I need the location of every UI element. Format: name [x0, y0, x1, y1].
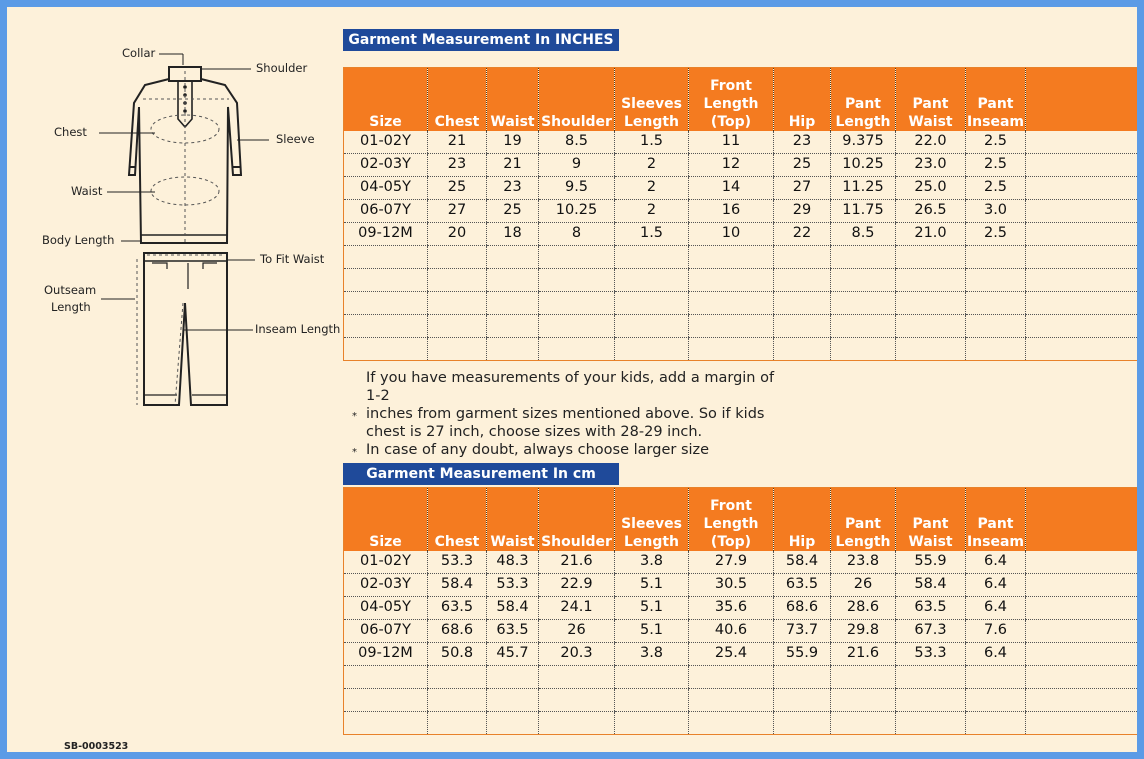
table-cell [1026, 153, 1144, 176]
table-cell: 18 [487, 222, 539, 245]
table-cell: 68.6 [428, 619, 487, 642]
table-cell: 25 [774, 153, 831, 176]
inches-header-text: Front [710, 77, 752, 94]
table-cell [487, 711, 539, 734]
table-cell: 2.5 [966, 176, 1026, 199]
label-chest: Chest [54, 125, 87, 139]
table-cell [344, 337, 428, 360]
table-cell [1026, 551, 1144, 574]
table-cell: 3.8 [615, 551, 689, 574]
table-cell [774, 711, 831, 734]
table-cell [689, 337, 774, 360]
table-cell [774, 337, 831, 360]
table-cell: 2.5 [966, 222, 1026, 245]
table-cell: 1.5 [615, 222, 689, 245]
table-cell [966, 268, 1026, 291]
table-cell [831, 245, 896, 268]
inches-header-text: Length [623, 113, 680, 130]
table-cell: 73.7 [774, 619, 831, 642]
cm-title-banner: Garment Measurement In cm [343, 463, 619, 485]
table-cell: 27.9 [689, 551, 774, 574]
inches-header-blank [1026, 68, 1144, 131]
table-cell [896, 337, 966, 360]
table-cell [966, 245, 1026, 268]
inches-header-row [344, 68, 1144, 131]
table-row [344, 688, 1144, 711]
table-cell [344, 688, 428, 711]
table-cell: 25.4 [689, 642, 774, 665]
table-cell: 40.6 [689, 619, 774, 642]
table-cell: 01-02Y [344, 131, 428, 154]
table-cell [831, 291, 896, 314]
table-cell: 09-12M [344, 642, 428, 665]
table-cell [487, 665, 539, 688]
table-cell [428, 337, 487, 360]
table-row [344, 131, 1144, 154]
table-cell [966, 337, 1026, 360]
table-cell: 29.8 [831, 619, 896, 642]
cm-header-text: (Top) [710, 533, 752, 550]
table-cell [615, 268, 689, 291]
table-cell: 1.5 [615, 131, 689, 154]
table-cell: 28.6 [831, 596, 896, 619]
table-cell [1026, 245, 1144, 268]
cm-header-text: Waist [908, 533, 953, 550]
cm-header-cell [539, 488, 615, 551]
table-cell [428, 268, 487, 291]
table-cell: 9 [539, 153, 615, 176]
table-cell [966, 688, 1026, 711]
inches-header-text: Pant [912, 95, 949, 112]
table-cell: 22.9 [539, 573, 615, 596]
table-cell: 20 [428, 222, 487, 245]
table-cell: 19 [487, 131, 539, 154]
table-cell [344, 665, 428, 688]
cm-header-cell [966, 488, 1026, 551]
inches-header-text: Hip [788, 113, 816, 130]
table-cell [539, 245, 615, 268]
table-cell: 6.4 [966, 551, 1026, 574]
table-cell [896, 245, 966, 268]
table-cell: 53.3 [487, 573, 539, 596]
table-cell [487, 688, 539, 711]
table-row [344, 337, 1144, 360]
table-row [344, 245, 1144, 268]
table-cell: 23.0 [896, 153, 966, 176]
inches-header-text: Pant [977, 95, 1014, 112]
inches-header-text: Pant [845, 95, 881, 112]
table-cell [896, 291, 966, 314]
note-line: inches from garment sizes mentioned above. So if kids [366, 406, 765, 422]
table-row [344, 291, 1144, 314]
cm-header-blank [1026, 488, 1144, 551]
cm-header-text: Length [703, 515, 759, 532]
table-cell [428, 711, 487, 734]
table-cell: 21 [428, 131, 487, 154]
cm-header-cell [774, 488, 831, 551]
cm-header-text: Pant [912, 515, 949, 532]
cm-header-text: Sleeves [621, 515, 682, 532]
table-cell [689, 314, 774, 337]
table-cell [831, 711, 896, 734]
table-cell [689, 245, 774, 268]
table-cell: 67.3 [896, 619, 966, 642]
table-cell [831, 314, 896, 337]
cm-header-cell [487, 488, 539, 551]
table-cell: 9.5 [539, 176, 615, 199]
table-cell [615, 665, 689, 688]
inches-header-text: Shoulder [541, 113, 612, 130]
table-cell [966, 665, 1026, 688]
inches-title-banner: Garment Measurement In INCHES [343, 29, 619, 51]
table-cell: 45.7 [487, 642, 539, 665]
table-cell [428, 291, 487, 314]
table-cell: 11.75 [831, 199, 896, 222]
table-cell: 55.9 [774, 642, 831, 665]
table-cell: 25 [487, 199, 539, 222]
label-body-length: Body Length [42, 233, 115, 247]
note-line: If you have measurements of your kids, add a margin of 1-2 [366, 370, 775, 404]
table-cell: 11 [689, 131, 774, 154]
table-cell [689, 688, 774, 711]
table-cell [689, 268, 774, 291]
table-cell: 5.1 [615, 573, 689, 596]
product-code: SB-0003523 [64, 741, 129, 752]
table-cell [539, 688, 615, 711]
table-cell [1026, 176, 1144, 199]
cm-header-text: Front [710, 497, 752, 514]
label-to-fit-waist: To Fit Waist [260, 252, 325, 266]
inches-header-cell [344, 68, 428, 131]
table-row [344, 153, 1144, 176]
table-cell: 21.6 [539, 551, 615, 574]
table-cell [689, 711, 774, 734]
cm-header-row [344, 488, 1144, 551]
table-cell [487, 314, 539, 337]
table-cell [1026, 222, 1144, 245]
inches-header-cell [689, 68, 774, 131]
table-cell [344, 291, 428, 314]
table-cell: 22.0 [896, 131, 966, 154]
table-cell [689, 291, 774, 314]
table-cell: 10.25 [539, 199, 615, 222]
note-doubt-text: In case of any doubt, always choose larger size [366, 442, 710, 458]
table-cell: 48.3 [487, 551, 539, 574]
table-cell: 58.4 [774, 551, 831, 574]
inches-header-cell [774, 68, 831, 131]
label-shoulder: Shoulder [256, 61, 308, 75]
inches-header-text: Waist [908, 113, 953, 130]
table-cell: 22 [774, 222, 831, 245]
table-cell [896, 711, 966, 734]
cm-header-text: Hip [788, 533, 816, 550]
inches-header-text: Chest [434, 113, 480, 130]
cm-header-text: Length [835, 533, 891, 550]
table-cell [831, 688, 896, 711]
table-cell: 21 [487, 153, 539, 176]
table-cell: 35.6 [689, 596, 774, 619]
cm-header-cell [689, 488, 774, 551]
table-cell [428, 665, 487, 688]
table-cell [487, 291, 539, 314]
inches-header-cell [615, 68, 689, 131]
table-cell: 23 [774, 131, 831, 154]
table-cell: 21.0 [896, 222, 966, 245]
table-cell: 14 [689, 176, 774, 199]
table-cell: 11.25 [831, 176, 896, 199]
table-cell [1026, 711, 1144, 734]
note-bullet: * [352, 447, 357, 458]
table-cell: 63.5 [774, 573, 831, 596]
table-cell: 7.6 [966, 619, 1026, 642]
table-cell: 10.25 [831, 153, 896, 176]
table-cell [428, 245, 487, 268]
table-cell [774, 268, 831, 291]
table-cell: 63.5 [428, 596, 487, 619]
table-cell [1026, 314, 1144, 337]
table-row [344, 199, 1144, 222]
table-cell [896, 665, 966, 688]
table-cell [1026, 665, 1144, 688]
table-cell [966, 291, 1026, 314]
table-cell: 26.5 [896, 199, 966, 222]
inches-header-text: Length [835, 113, 891, 130]
table-cell [539, 314, 615, 337]
inches-table-body [344, 131, 1144, 361]
table-cell [1026, 131, 1144, 154]
table-cell [615, 337, 689, 360]
table-row [344, 596, 1144, 619]
table-cell: 58.4 [428, 573, 487, 596]
table-cell: 02-03Y [344, 573, 428, 596]
label-inseam-length: Inseam Length [255, 322, 341, 336]
table-row [344, 711, 1144, 734]
table-cell [774, 665, 831, 688]
table-cell: 8.5 [831, 222, 896, 245]
table-cell: 6.4 [966, 596, 1026, 619]
cm-header-text: Inseam [966, 533, 1025, 550]
table-cell: 53.3 [428, 551, 487, 574]
table-cell: 16 [689, 199, 774, 222]
table-cell: 25.0 [896, 176, 966, 199]
table-cell: 2 [615, 176, 689, 199]
table-cell: 04-05Y [344, 176, 428, 199]
table-cell: 27 [774, 176, 831, 199]
table-cell: 2 [615, 199, 689, 222]
table-cell [615, 314, 689, 337]
cm-header-cell [896, 488, 966, 551]
table-cell [344, 314, 428, 337]
table-row [344, 176, 1144, 199]
table-cell: 26 [539, 619, 615, 642]
table-cell: 02-03Y [344, 153, 428, 176]
kurta-pajama-illustration [7, 7, 352, 759]
table-cell [487, 245, 539, 268]
table-cell [428, 688, 487, 711]
table-cell: 06-07Y [344, 199, 428, 222]
table-cell: 09-12M [344, 222, 428, 245]
table-cell: 01-02Y [344, 551, 428, 574]
cm-header-text: Size [369, 533, 402, 550]
garment-diagram [7, 7, 352, 759]
table-cell [344, 245, 428, 268]
table-cell: 63.5 [896, 596, 966, 619]
table-cell: 23 [487, 176, 539, 199]
table-cell [896, 268, 966, 291]
table-cell [615, 291, 689, 314]
table-cell [831, 665, 896, 688]
table-cell: 12 [689, 153, 774, 176]
table-row [344, 573, 1144, 596]
table-cell: 21.6 [831, 642, 896, 665]
cm-header-cell [428, 488, 487, 551]
table-row [344, 268, 1144, 291]
table-cell [539, 268, 615, 291]
inches-header-text: Sleeves [621, 95, 682, 112]
table-cell [774, 688, 831, 711]
table-cell [615, 711, 689, 734]
table-cell [344, 268, 428, 291]
table-cell: 9.375 [831, 131, 896, 154]
inches-header-text: Length [703, 95, 759, 112]
table-cell [539, 291, 615, 314]
table-cell [1026, 291, 1144, 314]
inches-header-cell [539, 68, 615, 131]
table-cell: 63.5 [487, 619, 539, 642]
table-cell: 5.1 [615, 596, 689, 619]
table-row [344, 551, 1144, 574]
table-cell: 6.4 [966, 573, 1026, 596]
table-cell: 06-07Y [344, 619, 428, 642]
table-cell [615, 688, 689, 711]
table-cell [774, 291, 831, 314]
inches-header-text: (Top) [710, 113, 752, 130]
inches-header-text: Waist [490, 113, 535, 130]
table-cell [487, 337, 539, 360]
table-cell: 29 [774, 199, 831, 222]
table-cell: 53.3 [896, 642, 966, 665]
cm-header-text: Length [623, 533, 680, 550]
table-cell [1026, 337, 1144, 360]
table-cell [539, 665, 615, 688]
table-cell: 6.4 [966, 642, 1026, 665]
table-cell [615, 245, 689, 268]
label-outseam-length: Length [51, 300, 91, 314]
table-cell: 5.1 [615, 619, 689, 642]
table-cell: 23.8 [831, 551, 896, 574]
note-line: chest is 27 inch, choose sizes with 28-29 inch. [366, 424, 703, 440]
cm-measurement-table [343, 487, 1144, 735]
table-cell [689, 665, 774, 688]
table-cell [1026, 642, 1144, 665]
table-cell [831, 337, 896, 360]
table-cell [774, 245, 831, 268]
cm-header-cell [344, 488, 428, 551]
inches-header-cell [896, 68, 966, 131]
inches-header-cell [428, 68, 487, 131]
table-cell [1026, 268, 1144, 291]
table-cell: 2.5 [966, 131, 1026, 154]
label-sleeve: Sleeve [276, 132, 315, 146]
table-cell [428, 314, 487, 337]
inches-header-cell [487, 68, 539, 131]
table-cell: 2 [615, 153, 689, 176]
inches-header-cell [831, 68, 896, 131]
inches-header-text: Size [369, 113, 402, 130]
table-cell: 58.4 [896, 573, 966, 596]
cm-header-text: Pant [845, 515, 881, 532]
table-cell: 26 [831, 573, 896, 596]
table-cell [1026, 573, 1144, 596]
table-row [344, 222, 1144, 245]
table-row [344, 314, 1144, 337]
table-cell [896, 314, 966, 337]
table-cell [966, 314, 1026, 337]
table-cell [1026, 199, 1144, 222]
cm-header-cell [615, 488, 689, 551]
table-cell [539, 711, 615, 734]
table-cell: 30.5 [689, 573, 774, 596]
table-cell [831, 268, 896, 291]
label-waist: Waist [71, 184, 103, 198]
table-cell [1026, 688, 1144, 711]
table-cell: 55.9 [896, 551, 966, 574]
label-outseam: Outseam [44, 283, 97, 297]
inches-header-text: Inseam [966, 113, 1025, 130]
table-cell [539, 337, 615, 360]
table-cell [966, 711, 1026, 734]
table-cell: 04-05Y [344, 596, 428, 619]
table-cell [344, 711, 428, 734]
table-cell [896, 688, 966, 711]
table-cell: 58.4 [487, 596, 539, 619]
table-row [344, 665, 1144, 688]
table-cell: 27 [428, 199, 487, 222]
table-cell: 25 [428, 176, 487, 199]
inches-measurement-table [343, 67, 1144, 361]
table-cell: 23 [428, 153, 487, 176]
table-cell: 20.3 [539, 642, 615, 665]
inches-header-cell [966, 68, 1026, 131]
note-bullet: * [352, 411, 357, 422]
cm-header-text: Chest [434, 533, 480, 550]
table-cell [1026, 619, 1144, 642]
label-collar: Collar [122, 46, 156, 60]
table-row [344, 642, 1144, 665]
table-cell: 10 [689, 222, 774, 245]
cm-header-cell [831, 488, 896, 551]
cm-header-text: Waist [490, 533, 535, 550]
table-cell [774, 314, 831, 337]
table-cell: 24.1 [539, 596, 615, 619]
cm-header-text: Pant [977, 515, 1014, 532]
table-cell: 3.0 [966, 199, 1026, 222]
table-cell: 50.8 [428, 642, 487, 665]
table-cell [1026, 596, 1144, 619]
table-cell: 2.5 [966, 153, 1026, 176]
cm-table-body [344, 551, 1144, 735]
table-cell: 8.5 [539, 131, 615, 154]
table-cell: 3.8 [615, 642, 689, 665]
table-row [344, 619, 1144, 642]
table-cell: 8 [539, 222, 615, 245]
table-cell [487, 268, 539, 291]
cm-header-text: Shoulder [541, 533, 612, 550]
table-cell: 68.6 [774, 596, 831, 619]
